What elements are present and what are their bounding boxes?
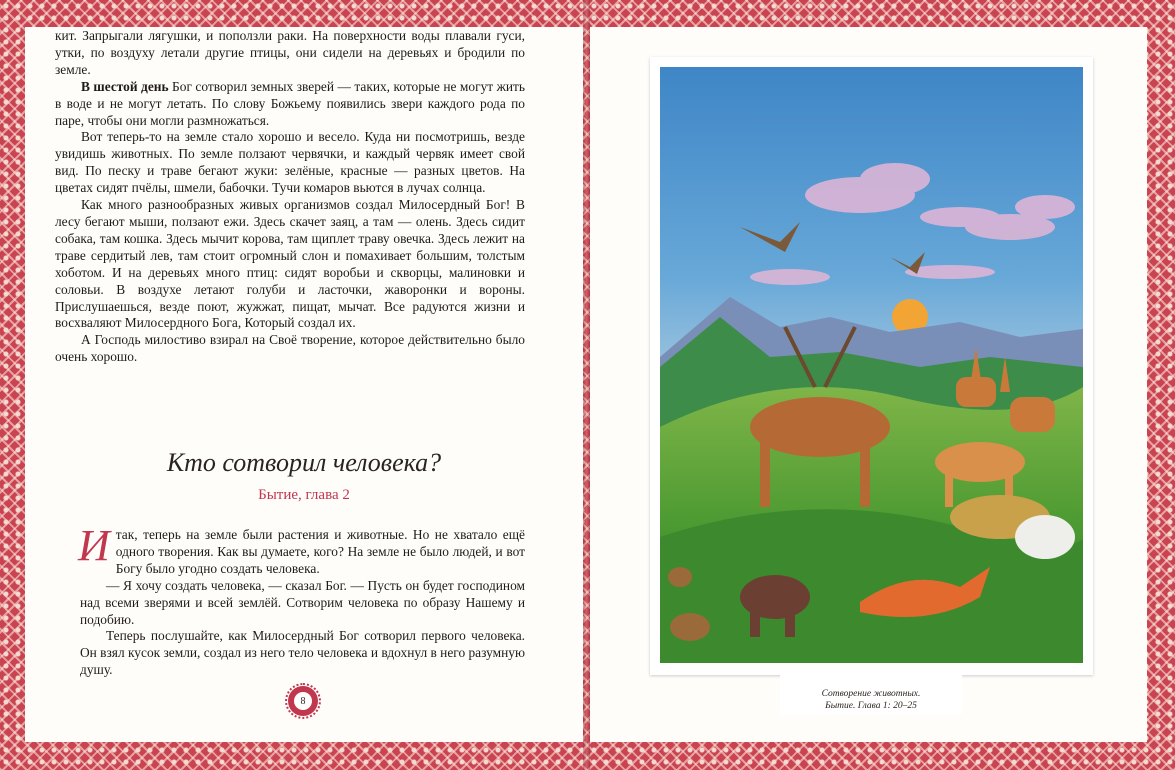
paragraph: Итак, теперь на земле были растения и животные. Но не хватало ещё одного творения. Как вы думаете, кого? На земле не было людей, и вот Богу было угодно создать человека. <box>78 521 525 576</box>
paragraph: Как много разнообразных живых организмов создал Милосердный Бог! В лесу бегают мыши, ползают ежи. Здесь скачет заяц, а там — олень. Здесь сидит собака, там кошка. Здесь мычит корова, там щиплет траву овечка. Здесь лежит на траве сердитый лев, там стоит огромный слон и помахивает большим, толстым хоботом. И на деревьях много птиц: сидят воробьи и скворцы, малиновки и соловьи. В воздухе летают голуби и ласточки, жаворонки и вороны. Прислушаешься, везде поют, жужжат, пищат, мычат. Все радуются жизни и восхваляют Милосердного Бога, Который создал их. <box>55 197 525 331</box>
section-heading: Кто сотворил человека? <box>166 448 442 477</box>
page-number: 8 <box>294 692 312 710</box>
illustration-caption: Сотворение животных. Бытие. Глава 1: 20–25 <box>821 689 921 711</box>
paragraph: — Я хочу создать человека, — сказал Бог. — Пусть он будет господином над всеми зверями и всей землёй. Сотворим человека по образу Нашему и подобию. <box>80 577 525 627</box>
section-text <box>78 521 525 679</box>
page-number-badge <box>288 686 318 716</box>
body-text <box>55 28 525 366</box>
section-subheading: Бытие, глава 2 <box>258 487 350 503</box>
book-gutter <box>583 0 590 770</box>
paragraph: В шестой день Бог сотворил земных зверей — таких, которые не могут жить в воде и не могут летать. По слову Божьему появились звери каждого рода по паре, чтобы они могли размножаться. <box>55 78 525 128</box>
creation-of-animals-illustration <box>660 67 1083 663</box>
paragraph: Теперь послушайте, как Милосердный Бог сотворил первого человека. Он взял кусок земли, создал из него тело человека и вдохнул в него разумную душу. <box>80 628 525 678</box>
paragraph-lead: В шестой день <box>81 78 169 94</box>
paragraph: А Господь милостиво взирал на Своё творение, которое действительно было очень хорошо. <box>55 332 525 365</box>
drop-cap: И <box>78 521 110 570</box>
paragraph: кит. Запрыгали лягушки, и поползли раки. На поверхности воды плавали гуси, утки, по воздуху летали другие птицы, они сидели на деревьях и бродили по земле. <box>55 28 525 77</box>
paragraph: Вот теперь-то на земле стало хорошо и весело. Куда ни посмотришь, везде увидишь животных. По земле ползают червячки, и каждый червяк имеет свой вид. По песку и траве бегают жуки: зелёные, красные — разных цветов. На цветах сидят пчёлы, шмели, бабочки. Тучи комаров вьются в лучах солнца. <box>55 129 525 196</box>
